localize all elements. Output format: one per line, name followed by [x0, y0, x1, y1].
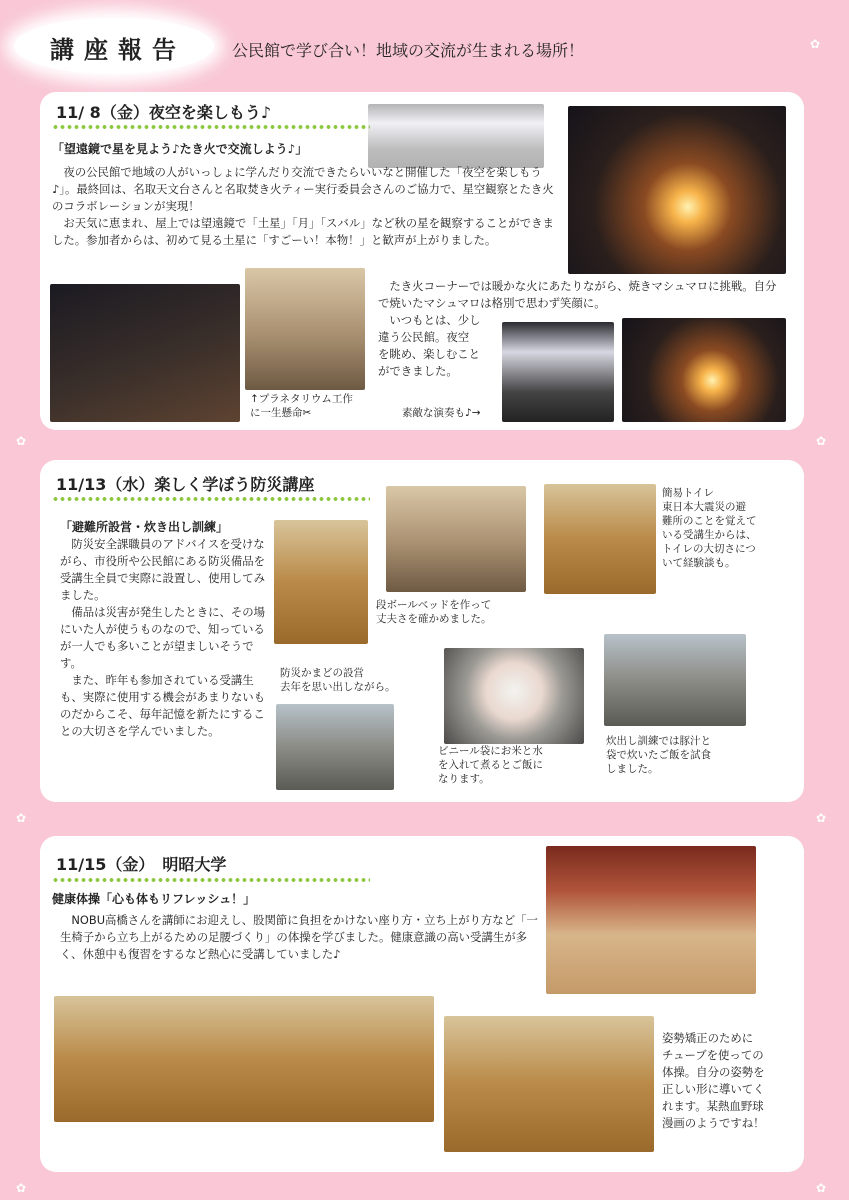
caption-simple-toilet: 簡易トイレ 東日本大震災の避 難所のことを覚えて いる受講生からは、 トイレの大切さにつ いて経験談も。 — [662, 487, 757, 569]
section-subheading: 「望遠鏡で星を見よう♪たき火で交流しよう♪」 — [52, 142, 308, 156]
caption-tube-exercise: 姿勢矯正のために チューブを使っての 体操。自分の姿勢を 正しい形に導いてく れます。某熱血野球 漫画のようですね！ — [662, 1031, 765, 1130]
section-heading: 11/13（水）楽しく学ぼう防災講座 — [56, 475, 315, 494]
caption-performance: 素敵な演奏も♪→ — [402, 407, 481, 419]
photo-cardboard-bed — [386, 486, 526, 592]
dotted-divider — [52, 125, 370, 129]
flower-icon: ✿ — [16, 434, 27, 448]
caption-cardboard-bed: 段ボールベッドを作って 丈夫さを確かめました。 — [376, 599, 492, 625]
section-body-2: たき火コーナーでは暖かな火にあたりながら、焼きマシュマロに挑戦。自分で焼いたマシュマロは格別で思わず笑顔に。 いつもとは、少し 違う公民館。夜空 を眺め、楽しむこと ができました。 — [378, 279, 777, 378]
photo-exercise-class — [54, 996, 434, 1122]
flower-icon: ✿ — [16, 811, 27, 825]
photo-setup — [274, 520, 368, 644]
photo-background-group — [368, 104, 544, 168]
caption-rice-pot: ビニール袋にお米と水 を入れて煮るとご飯に なります。 — [438, 745, 543, 785]
page-title: 講座報告 — [50, 36, 186, 64]
dotted-divider — [52, 878, 370, 882]
section-body: NOBU高橋さんを講師にお迎えし、股関節に負担をかけない座り方・立ち上がり方など「一生椅子から立ち上がるための足腰づくり」の体操を学びました。健康意識の高い受講生が多く、休憩中も復習をするなど熱心に受講していました♪ — [60, 913, 538, 961]
flower-icon: ✿ — [816, 811, 827, 825]
section-body: 防災安全課職員のアドバイスを受けながら、市役所や公民館にある防災備品を受講生全員で実際に設置し、使用してみました。 備品は災害が発生したときに、その場にいた人が使うものなので、知っているが一人でも多いことが望ましいそうです。 また、昨年も参加されている受講生も、実際に使用する機会があまりないものだからこそ、毎年記憶を新たにすることの大切さを学んでいました。 — [60, 537, 266, 738]
section-body: 夜の公民館で地域の人がいっしょに学んだり交流できたらいいなと開催した「夜空を楽しもう♪」。最終回は、名取天文台さんと名取焚き火ティー実行委員会さんのご協力で、星空観察とたき火のコラボレーションが実現！ お天気に恵まれ、屋上では望遠鏡で「土星」「月」「スバル」など秋の星を観察することができました。参加者からは、初めて見る土星に「すごーい！本物！」と歓声が上がりました。 — [52, 165, 554, 247]
photo-bonfire — [568, 106, 786, 274]
caption-stove: 防災かまどの設営 去年を思い出しながら。 — [280, 667, 396, 693]
photo-stove — [276, 704, 394, 790]
photo-planetarium-craft — [245, 268, 365, 390]
photo-performance — [502, 322, 614, 422]
photo-simple-toilet — [544, 484, 656, 594]
photo-tube-exercise — [444, 1016, 654, 1152]
flower-icon: ✿ — [816, 1181, 827, 1195]
section-subheading: 健康体操「心も体もリフレッシュ！」 — [52, 892, 256, 906]
flower-icon: ✿ — [816, 434, 827, 448]
photo-rice-pot — [444, 648, 584, 744]
photo-lecture-hall — [546, 846, 756, 994]
section-subheading: 「避難所設営・炊き出し訓練」 — [60, 520, 229, 534]
flower-icon: ✿ — [810, 37, 821, 51]
section-heading: 11/ 8（金）夜空を楽しもう♪ — [56, 103, 272, 122]
page-subtitle: 公民館で学び合い！地域の交流が生まれる場所！ — [232, 41, 585, 60]
flower-icon: ✿ — [16, 1181, 27, 1195]
photo-telescope — [50, 284, 240, 422]
caption-tasting: 炊出し訓練では豚汁と 袋で炊いたご飯を試食 しました。 — [606, 735, 711, 775]
photo-tasting — [604, 634, 746, 726]
dotted-divider — [52, 497, 370, 501]
photo-marshmallow — [622, 318, 786, 422]
section-heading: 11/15（金） 明昭大学 — [56, 855, 227, 874]
caption-planetarium: ↑プラネタリウム工作 に一生懸命✂ — [250, 393, 353, 419]
